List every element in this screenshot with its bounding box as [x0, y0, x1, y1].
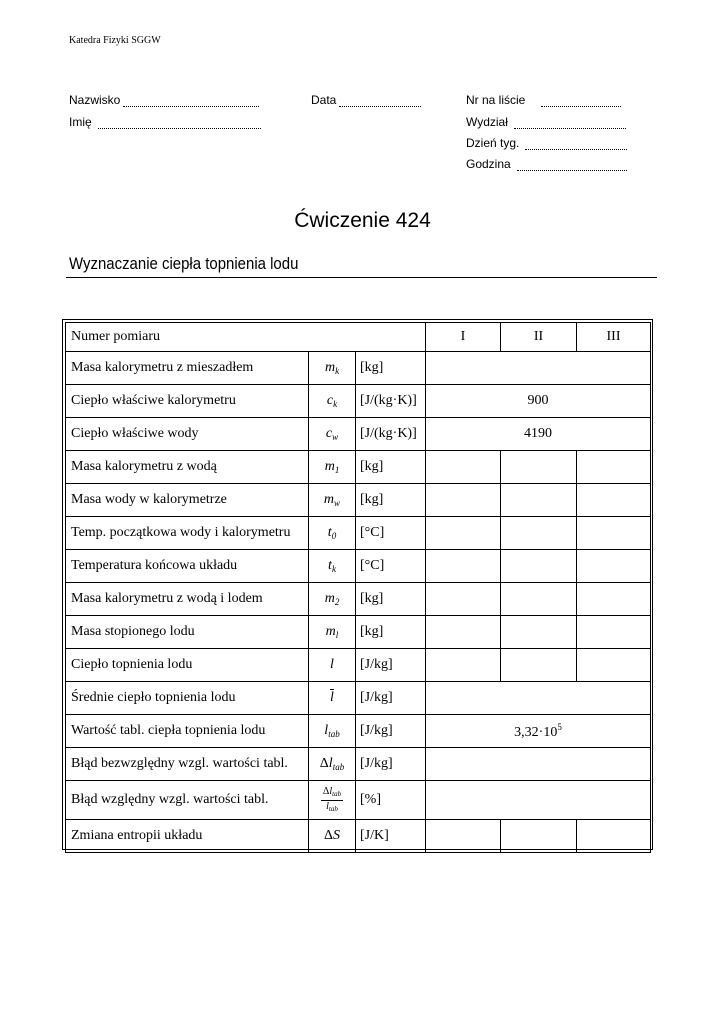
row-label: Ciepło topnienia lodu	[66, 649, 309, 682]
surname-label: Nazwisko	[69, 93, 121, 107]
table-row	[66, 583, 651, 616]
faculty-blank[interactable]	[514, 118, 626, 129]
row-value-cell[interactable]	[426, 352, 651, 385]
table-row	[66, 781, 651, 820]
date-label: Data	[311, 93, 337, 107]
row-label: Temp. początkowa wody i kalorymetru	[66, 517, 309, 550]
faculty-label: Wydział	[466, 115, 508, 129]
row-label: Błąd bezwzględny wzgl. wartości tabl.	[66, 748, 309, 781]
first-name-blank[interactable]	[98, 118, 261, 129]
row-unit: [J/K]	[356, 820, 426, 853]
table-row	[66, 352, 651, 385]
col-header-1: I	[426, 323, 501, 352]
row-unit: [kg]	[356, 352, 426, 385]
row-label: Masa kalorymetru z mieszadłem	[66, 352, 309, 385]
row-symbol: $c_w$	[309, 418, 356, 451]
table-row	[66, 649, 651, 682]
measurement-cell-1[interactable]	[426, 649, 501, 682]
row-unit: [J/kg]	[356, 682, 426, 715]
row-value-cell[interactable]	[426, 748, 651, 781]
table-row	[66, 418, 651, 451]
exercise-subtitle: Wyznaczanie ciepła topnienia lodu	[69, 254, 299, 273]
measurement-cell-3[interactable]	[577, 649, 651, 682]
row-label: Wartość tabl. ciepła topnienia lodu	[66, 715, 309, 748]
table-row	[66, 550, 651, 583]
measurement-cell-1[interactable]	[426, 550, 501, 583]
table-row	[66, 616, 651, 649]
measurement-cell-3[interactable]	[577, 517, 651, 550]
row-label: Masa kalorymetru z wodą	[66, 451, 309, 484]
row-unit: [J/kg]	[356, 649, 426, 682]
row-symbol: $c_k$	[309, 385, 356, 418]
row-symbol: $m_k$	[309, 352, 356, 385]
measurement-cell-2[interactable]	[501, 484, 577, 517]
row-value-cell[interactable]	[426, 781, 651, 820]
row-symbol: $m_1$	[309, 451, 356, 484]
measurement-cell-3[interactable]	[577, 616, 651, 649]
exercise-title: Ćwiczenie 424	[294, 209, 431, 232]
row-label: Ciepło właściwe kalorymetru	[66, 385, 309, 418]
measurement-cell-2[interactable]	[501, 616, 577, 649]
row-unit: [J/(kg·K)]	[356, 418, 426, 451]
row-symbol: $\overline{l}$	[309, 682, 356, 715]
measurement-cell-1[interactable]	[426, 517, 501, 550]
row-value-cell: $3,32\cdot 10^5$	[426, 715, 651, 748]
row-unit: [kg]	[356, 484, 426, 517]
row-symbol: l	[309, 649, 356, 682]
row-label: Masa stopionego lodu	[66, 616, 309, 649]
row-label: Ciepło właściwe wody	[66, 418, 309, 451]
hour-field	[466, 157, 627, 171]
surname-blank[interactable]	[123, 96, 259, 107]
row-symbol: $t_k$	[309, 550, 356, 583]
row-unit: [kg]	[356, 451, 426, 484]
row-value-cell: 900	[426, 385, 651, 418]
table-header-row	[66, 323, 651, 352]
row-unit: [°C]	[356, 517, 426, 550]
row-unit: [J/(kg·K)]	[356, 385, 426, 418]
row-label: Temperatura końcowa układu	[66, 550, 309, 583]
table-row	[66, 484, 651, 517]
row-symbol: $\Delta l_{tab}$	[309, 748, 356, 781]
weekday-label: Dzień tyg.	[466, 136, 520, 150]
row-label: Masa kalorymetru z wodą i lodem	[66, 583, 309, 616]
row-value-cell[interactable]	[426, 682, 651, 715]
measurement-table	[65, 322, 651, 853]
row-unit: [J/kg]	[356, 715, 426, 748]
measurement-cell-2[interactable]	[501, 550, 577, 583]
measurement-cell-3[interactable]	[577, 550, 651, 583]
surname-field	[69, 93, 259, 107]
measurement-table-frame	[62, 319, 653, 850]
row-value-cell: 4190	[426, 418, 651, 451]
table-row	[66, 715, 651, 748]
table-row	[66, 517, 651, 550]
row-symbol: $m_2$	[309, 583, 356, 616]
row-symbol: $m_w$	[309, 484, 356, 517]
row-label: Średnie ciepło topnienia lodu	[66, 682, 309, 715]
row-unit: [%]	[356, 781, 426, 820]
hour-blank[interactable]	[517, 160, 627, 171]
row-label: Błąd względny wzgl. wartości tabl.	[66, 781, 309, 820]
row-symbol: $m_l$	[309, 616, 356, 649]
first-name-label: Imię	[69, 115, 92, 129]
measurement-cell-3[interactable]	[577, 820, 651, 853]
row-unit: [J/kg]	[356, 748, 426, 781]
table-row	[66, 451, 651, 484]
row-symbol: $t_0$	[309, 517, 356, 550]
col-header-2: II	[501, 323, 577, 352]
subtitle-rule	[66, 277, 657, 278]
measurement-number-label: Numer pomiaru	[66, 323, 426, 352]
row-label: Zmiana entropii układu	[66, 820, 309, 853]
measurement-cell-2[interactable]	[501, 820, 577, 853]
measurement-cell-1[interactable]	[426, 820, 501, 853]
date-blank[interactable]	[339, 96, 421, 107]
measurement-cell-1[interactable]	[426, 484, 501, 517]
weekday-field	[466, 136, 627, 150]
measurement-cell-2[interactable]	[501, 451, 577, 484]
measurement-cell-3[interactable]	[577, 583, 651, 616]
row-symbol: $l_{tab}$	[309, 715, 356, 748]
measurement-cell-2[interactable]	[501, 583, 577, 616]
measurement-cell-2[interactable]	[501, 649, 577, 682]
table-row	[66, 385, 651, 418]
row-symbol: ΔS	[309, 820, 356, 853]
measurement-cell-1[interactable]	[426, 583, 501, 616]
weekday-blank[interactable]	[525, 139, 627, 150]
row-unit: [kg]	[356, 583, 426, 616]
faculty-field	[466, 115, 626, 129]
first-name-field	[69, 115, 261, 129]
measurement-cell-1[interactable]	[426, 451, 501, 484]
institution-header: Katedra Fizyki SGGW	[69, 35, 161, 46]
list-number-field	[466, 93, 621, 107]
list-number-label: Nr na liście	[466, 93, 526, 107]
row-unit: [kg]	[356, 616, 426, 649]
list-number-blank[interactable]	[541, 96, 621, 107]
date-field	[311, 93, 421, 107]
measurement-cell-3[interactable]	[577, 484, 651, 517]
row-label: Masa wody w kalorymetrze	[66, 484, 309, 517]
hour-label: Godzina	[466, 157, 511, 171]
table-row	[66, 682, 651, 715]
col-header-3: III	[577, 323, 651, 352]
row-symbol	[309, 781, 356, 820]
measurement-cell-3[interactable]	[577, 451, 651, 484]
measurement-cell-2[interactable]	[501, 517, 577, 550]
row-unit: [°C]	[356, 550, 426, 583]
table-row	[66, 748, 651, 781]
measurement-cell-1[interactable]	[426, 616, 501, 649]
table-row	[66, 820, 651, 853]
fraction: $\frac{\Delta l_{tab}}{l_{tab}}$	[322, 785, 342, 813]
